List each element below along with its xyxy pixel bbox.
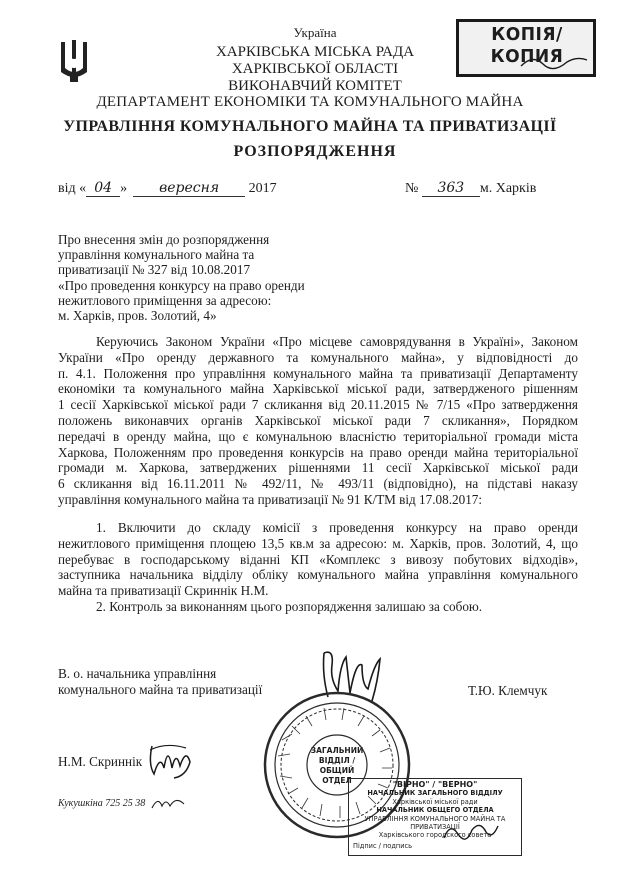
verifier-signature: [440, 818, 500, 844]
verified-stamp: [348, 778, 522, 856]
preamble-line: управління комунального майна та приватизації № 91 К/ТМ від 17.08.2017:: [58, 491, 483, 507]
order-line: нежитлового приміщення площею 13,5 кв.м за адресою: м. Харків, пров. Золотий, 4, що: [58, 535, 578, 551]
approver-signature: [146, 738, 194, 780]
copy-stamp-scribble: [519, 52, 589, 70]
verified-stamp-line: НАЧАЛЬНИК ЗАГАЛЬНОГО ВІДДІЛУ: [367, 789, 503, 798]
header-office: УПРАВЛІННЯ КОМУНАЛЬНОГО МАЙНА ТА ПРИВАТИЗАЦІЇ: [63, 118, 557, 135]
header-department: ДЕПАРТАМЕНТ ЕКОНОМІКИ ТА КОМУНАЛЬНОГО МАЙНА: [96, 94, 524, 110]
order-line: перебуває в господарському віданні КП «Комплекс з вивозу побутових відходів»,: [58, 551, 578, 567]
approver-name: Н.М. Скриннік: [58, 754, 143, 769]
verified-stamp-title: "ВІРНО" / "ВЕРНО": [392, 780, 478, 789]
round-seal-text: ОБЩИЙ ОТДЕЛ: [319, 766, 355, 785]
preamble-line: положень виконавчих органів Харківської міської ради 7 скликання», Порядком: [58, 412, 578, 428]
verified-stamp-signature-label: Підпис / подпись: [353, 841, 412, 850]
document-number: 363: [422, 180, 480, 197]
subject-block: [58, 232, 305, 324]
date-line: [58, 180, 277, 197]
header-region: ХАРКІВСЬКОЇ ОБЛАСТІ: [231, 61, 399, 77]
order-line: 2. Контроль за виконанням цього розпорядження залишаю за собою.: [96, 598, 483, 614]
footnote-initials: [150, 794, 186, 812]
signatory-position-line2: комунального майна та приватизації: [58, 682, 263, 697]
preamble-line: Керуючись Законом України «Про місцеве самоврядування в Україні», Законом: [96, 334, 578, 349]
verified-stamp-line: НАЧАЛЬНИК ОБЩЕГО ОТДЕЛА: [376, 806, 494, 815]
round-seal-text: ЗАГАЛЬНИЙ: [310, 746, 364, 755]
subject-line: приватизації № 327 від 10.08.2017: [58, 262, 251, 278]
subject-line: м. Харків, пров. Золотий, 4»: [58, 308, 217, 324]
order-line: 1. Включити до складу комісії з проведення конкурсу на право оренди: [96, 520, 578, 535]
header-country: Україна: [293, 25, 337, 40]
order-line: заступника начальника відділу обліку комунального майна управління комунального: [58, 567, 578, 583]
verified-stamp-line: Харківського городского совета: [378, 831, 492, 840]
verified-stamp-line: Харківської міської ради: [392, 797, 478, 806]
copy-stamp: [456, 19, 596, 77]
trident-emblem-icon: [58, 38, 90, 84]
preamble: [58, 334, 578, 508]
subject-line: «Про проведення конкурсу на право оренди: [58, 277, 305, 293]
number-prefix: №: [405, 181, 419, 196]
preamble-line: 1 сесії Харківської міської ради 7 скликання від 20.11.2015 № 7/15 «Про затвердження: [58, 397, 578, 413]
preamble-line: громади м. Харкова, затверджених рішеннями 11 сесії Харківської міської ради: [58, 460, 578, 476]
header-council: ХАРКІВСЬКА МІСЬКА РАДА: [215, 44, 415, 60]
signatory-position-line1: В. о. начальника управління: [58, 666, 217, 681]
preamble-line: 6 скликання від 16.11.2011 № 492/11, № 493/11 (відповідно), на підставі наказу: [58, 476, 578, 492]
preamble-line: передачі в оренду майна, що є комунальною власністю територіальної громади міста: [58, 428, 578, 444]
preamble-line: України «Про оренду державного та комунального майна», у відповідності до: [58, 349, 578, 365]
number-line: [405, 180, 536, 197]
footnote-author: Кукушкіна 725 25 38: [58, 798, 146, 809]
city: м. Харків: [479, 181, 537, 196]
subject-line: Про внесення змін до розпорядження: [58, 232, 270, 247]
date-month: вересня: [133, 180, 245, 197]
orders: [58, 520, 578, 615]
date-prefix: від «: [58, 181, 87, 196]
round-seal-text: ВІДДІЛ /: [318, 756, 356, 765]
order-line: майна та приватизації Скриннік Н.М.: [58, 583, 269, 599]
signatory-position: [58, 666, 262, 698]
signatory-name: Т.Ю. Клемчук: [468, 683, 548, 698]
verified-stamp-line: УПРАВЛІННЯ КОМУНАЛЬНОГО МАЙНА ТА ПРИВАТИЗАЦІЇ: [364, 814, 506, 832]
copy-stamp-line2: КОПИЯ: [490, 46, 564, 67]
subject-line: нежитлового приміщення за адресою:: [58, 292, 272, 308]
subject-line: управління комунального майна та: [58, 247, 255, 263]
preamble-line: п. 4.1. Положення про управління комунального майна та приватизації Департаменту: [58, 365, 578, 381]
date-year: 2017: [248, 181, 277, 196]
document-type: РОЗПОРЯДЖЕННЯ: [233, 143, 397, 160]
header-committee: ВИКОНАВЧИЙ КОМІТЕТ: [228, 78, 402, 94]
date-mid: »: [120, 181, 128, 196]
preamble-line: Харкова, Положенням про проведення конкурсів на право оренди майна територіальної: [58, 444, 578, 460]
preamble-line: економіки та комунального майна Харківської міської ради, затвердженого рішенням: [58, 381, 578, 397]
copy-stamp-line1: КОПІЯ/: [491, 24, 563, 45]
date-day: 04: [86, 180, 120, 197]
